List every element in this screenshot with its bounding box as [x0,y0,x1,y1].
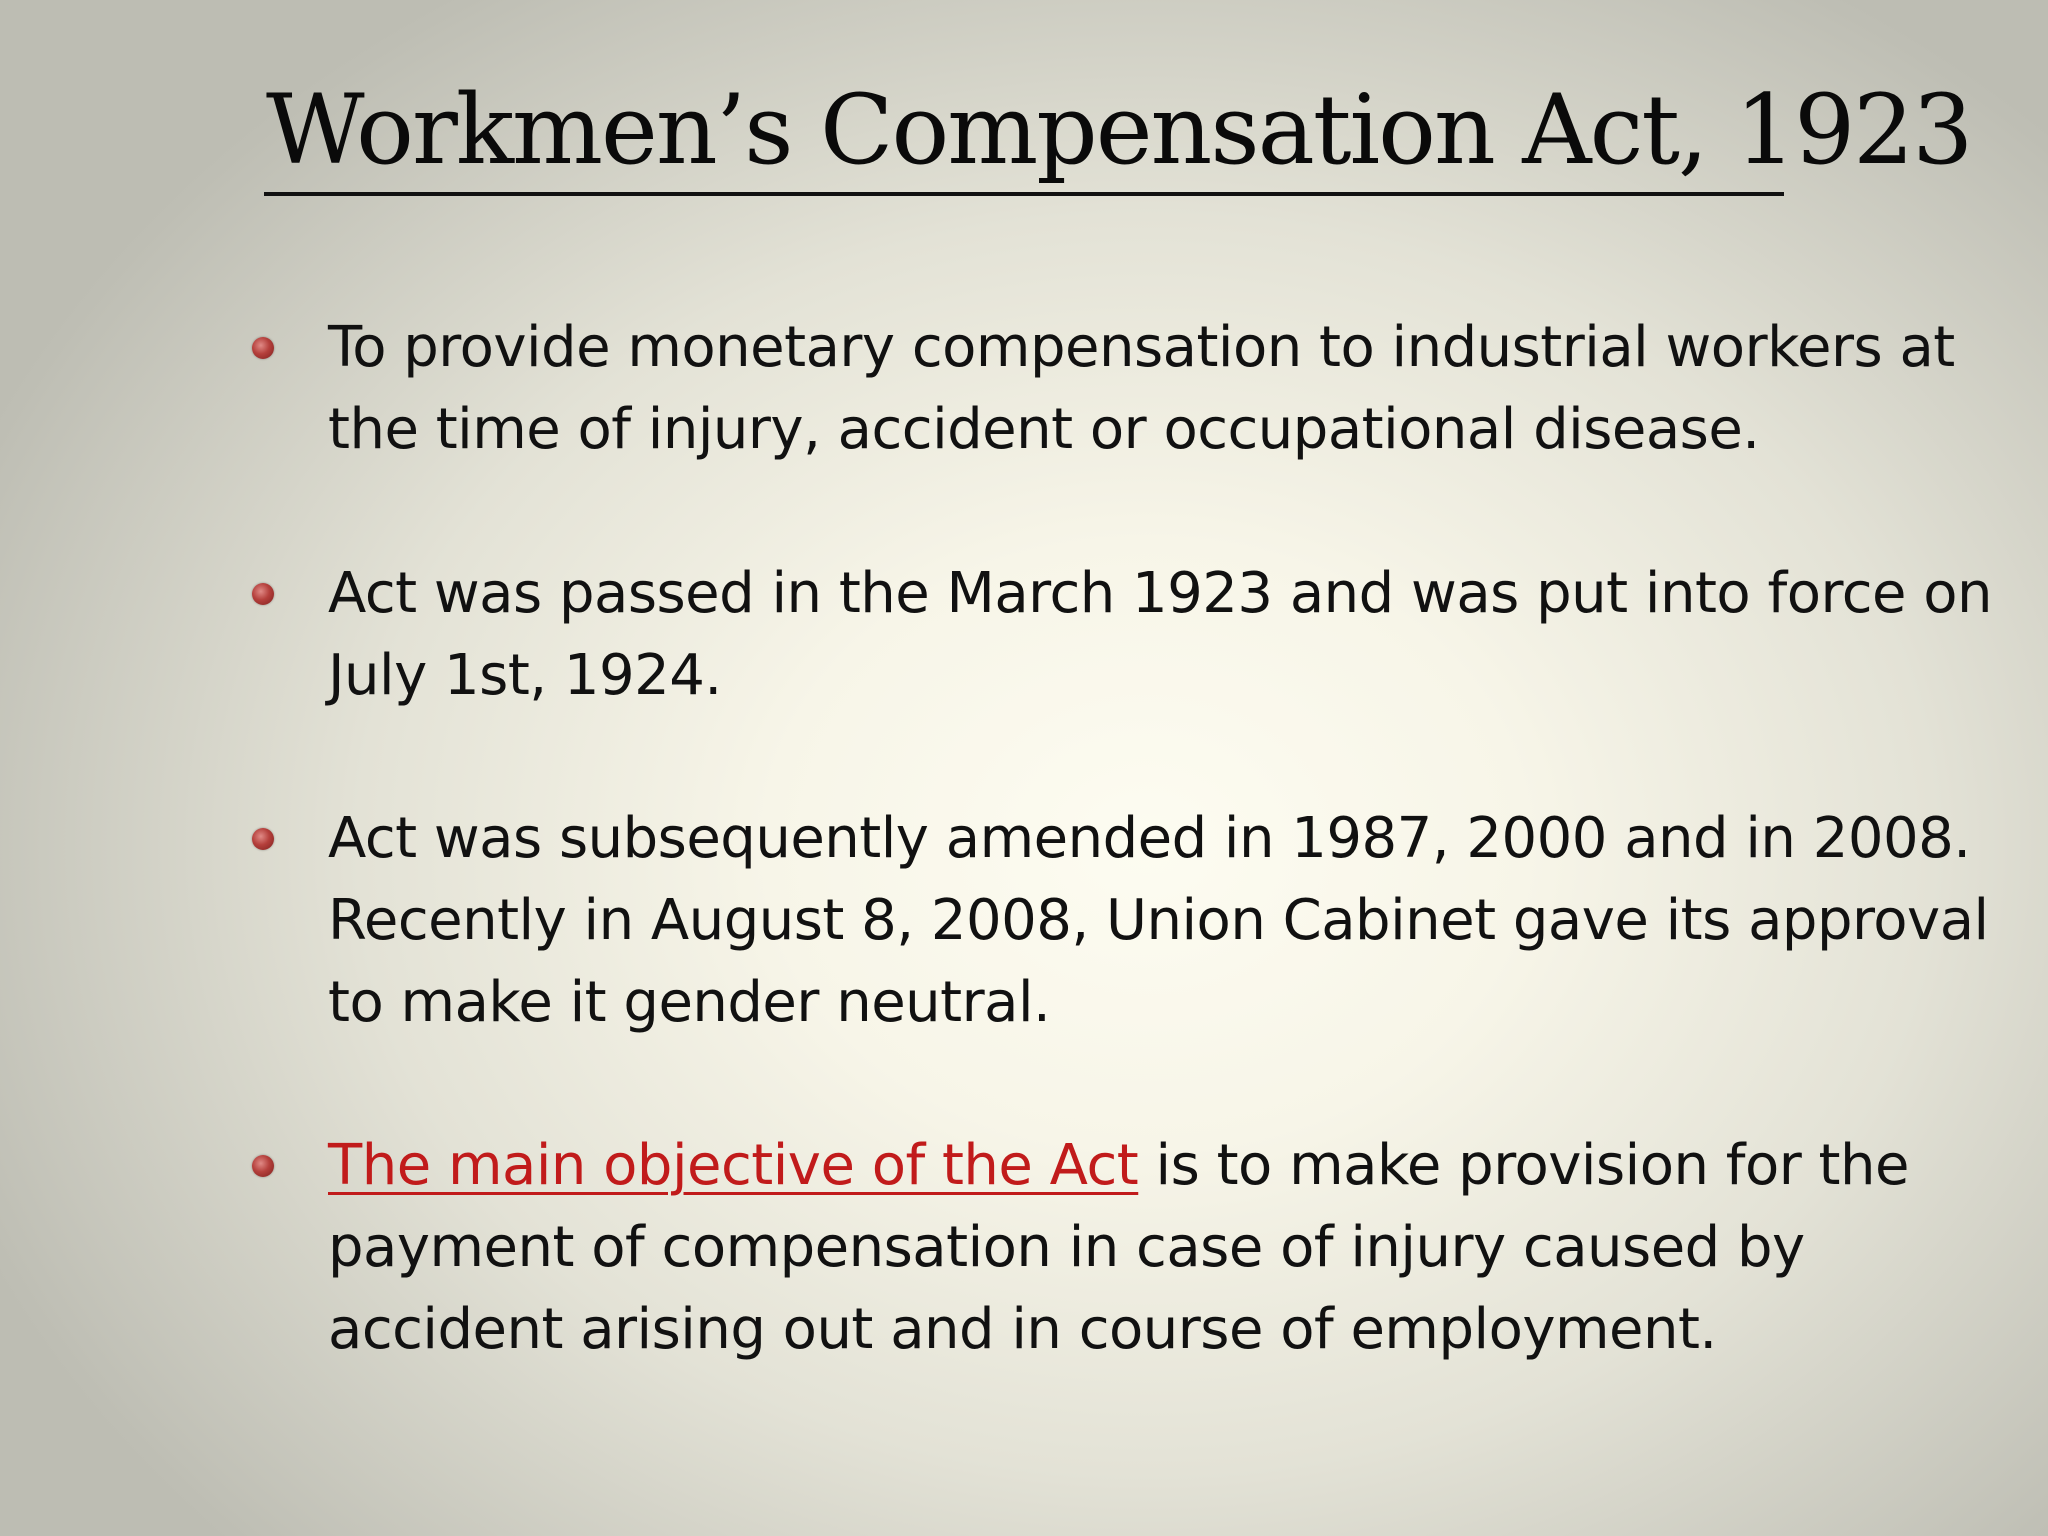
bullet-text: To provide monetary compensation to industrial workers at the time of injury, accident or occupational disease. [328,315,1955,462]
bullet-text: Act was passed in the March 1923 and was put into force on July 1st, 1924. [328,561,1993,708]
bullet-dot-icon [252,1155,274,1177]
bullet-text [328,1125,2040,1371]
bullet-text: Act was subsequently amended in 1987, 2000 and in 2008. Recently in August 8, 2008, Union Cabinet gave its approval to make it gender neutral. [328,806,1989,1035]
bullet-dot-icon [252,583,274,605]
bullet-dot-icon [252,828,274,850]
objective-link[interactable]: The main objective of the Act [328,1133,1139,1198]
bullet-dot-icon [252,337,274,359]
slide-title: Workmen’s Compensation Act, 1923 [266,74,1972,186]
title-underline [264,192,1784,196]
objective-text: is to make provision for the payment of compensation in case of injury caused by accident arising out and in course of employment. [328,1133,1909,1362]
